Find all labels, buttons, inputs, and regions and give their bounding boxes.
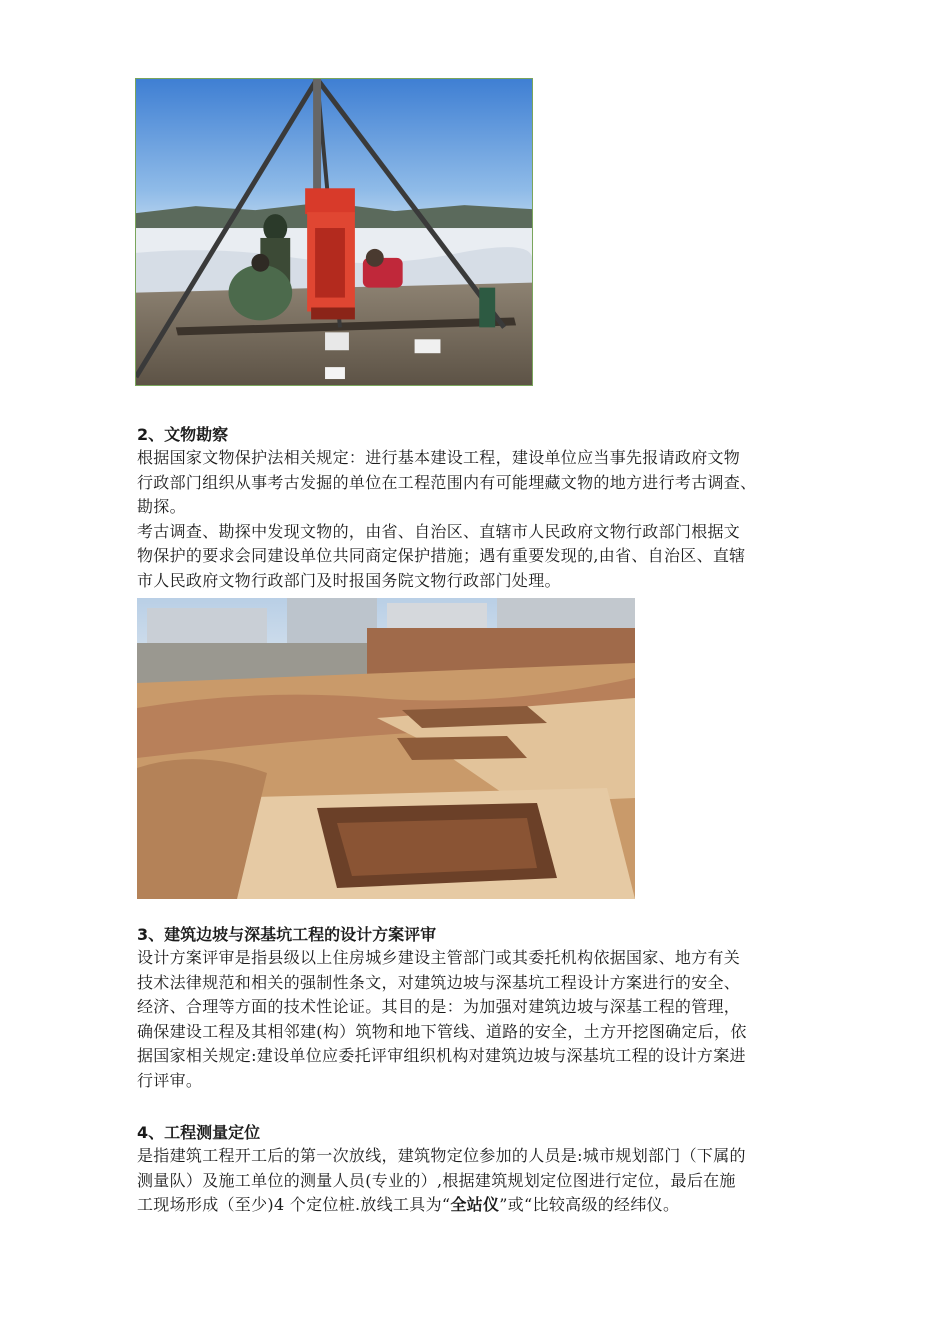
excavation-pits-icon — [137, 598, 635, 899]
text-line: 设计方案评审是指县级以上住房城乡建设主管部门或其委托机构依据国家、地方有关 — [137, 948, 741, 967]
paragraph — [137, 520, 877, 594]
section-heading: 4、工程测量定位 — [137, 1123, 261, 1142]
paragraph — [137, 946, 877, 1093]
text-line: 测量队）及施工单位的测量人员(专业的）,根据建筑规划定位图进行定位，最后在施 — [137, 1170, 736, 1190]
section-survey-positioning — [137, 1122, 877, 1218]
text-line: 考古调查、勘探中发现文物的，由省、自治区、直辖市人民政府文物行政部门根据文 — [137, 521, 741, 541]
text-line: 根据国家文物保护法相关规定：进行基本建设工程，建设单位应当事先报请政府文物 — [137, 448, 741, 467]
text-line — [137, 1195, 679, 1214]
text-segment: ”或“比较高级的经纬仪。 — [499, 1195, 680, 1214]
drilling-rig-photo — [135, 78, 533, 386]
text-line: 勘探。 — [137, 497, 186, 516]
emphasized-term: 全站仪 — [450, 1195, 500, 1214]
section-deep-foundation-design-review — [137, 924, 877, 1093]
section-heading: 2、文物勘察 — [137, 425, 229, 444]
text-line: 市人民政府文物行政部门及时报国务院文物行政部门处理。 — [137, 570, 561, 590]
text-line: 行政部门组织从事考古发掘的单位在工程范围内有可能埋藏文物的地方进行考古调查、 — [137, 472, 757, 492]
text-segment: 工现场形成（至少)4 个定位桩.放线工具为“ — [137, 1195, 451, 1214]
paragraph — [137, 1144, 877, 1218]
text-line: 物保护的要求会同建设单位共同商定保护措施；遇有重要发现的,由省、自治区、直辖 — [137, 546, 746, 565]
text-line: 经济、合理等方面的技术性论证。其目的是：为加强对建筑边坡与深基工程的管理， — [137, 997, 741, 1016]
drilling-rig-icon — [136, 79, 532, 385]
excavation-pits-photo — [137, 598, 635, 899]
section-cultural-relics-survey — [137, 424, 877, 593]
text-line: 据国家相关规定:建设单位应委托评审组织机构对建筑边坡与深基坑工程的设计方案进 — [137, 1046, 746, 1065]
text-line: 是指建筑工程开工后的第一次放线，建筑物定位参加的人员是:城市规划部门（下属的 — [137, 1146, 746, 1165]
section-heading: 3、建筑边坡与深基坑工程的设计方案评审 — [137, 925, 437, 944]
text-line: 技术法律规范和相关的强制性条文，对建筑边坡与深基坑工程设计方案进行的安全、 — [137, 972, 741, 992]
text-line: 确保建设工程及其相邻建(构）筑物和地下管线、道路的安全，土方开挖图确定后，依 — [137, 1021, 747, 1041]
paragraph — [137, 446, 877, 520]
text-line: 行评审。 — [137, 1070, 203, 1090]
